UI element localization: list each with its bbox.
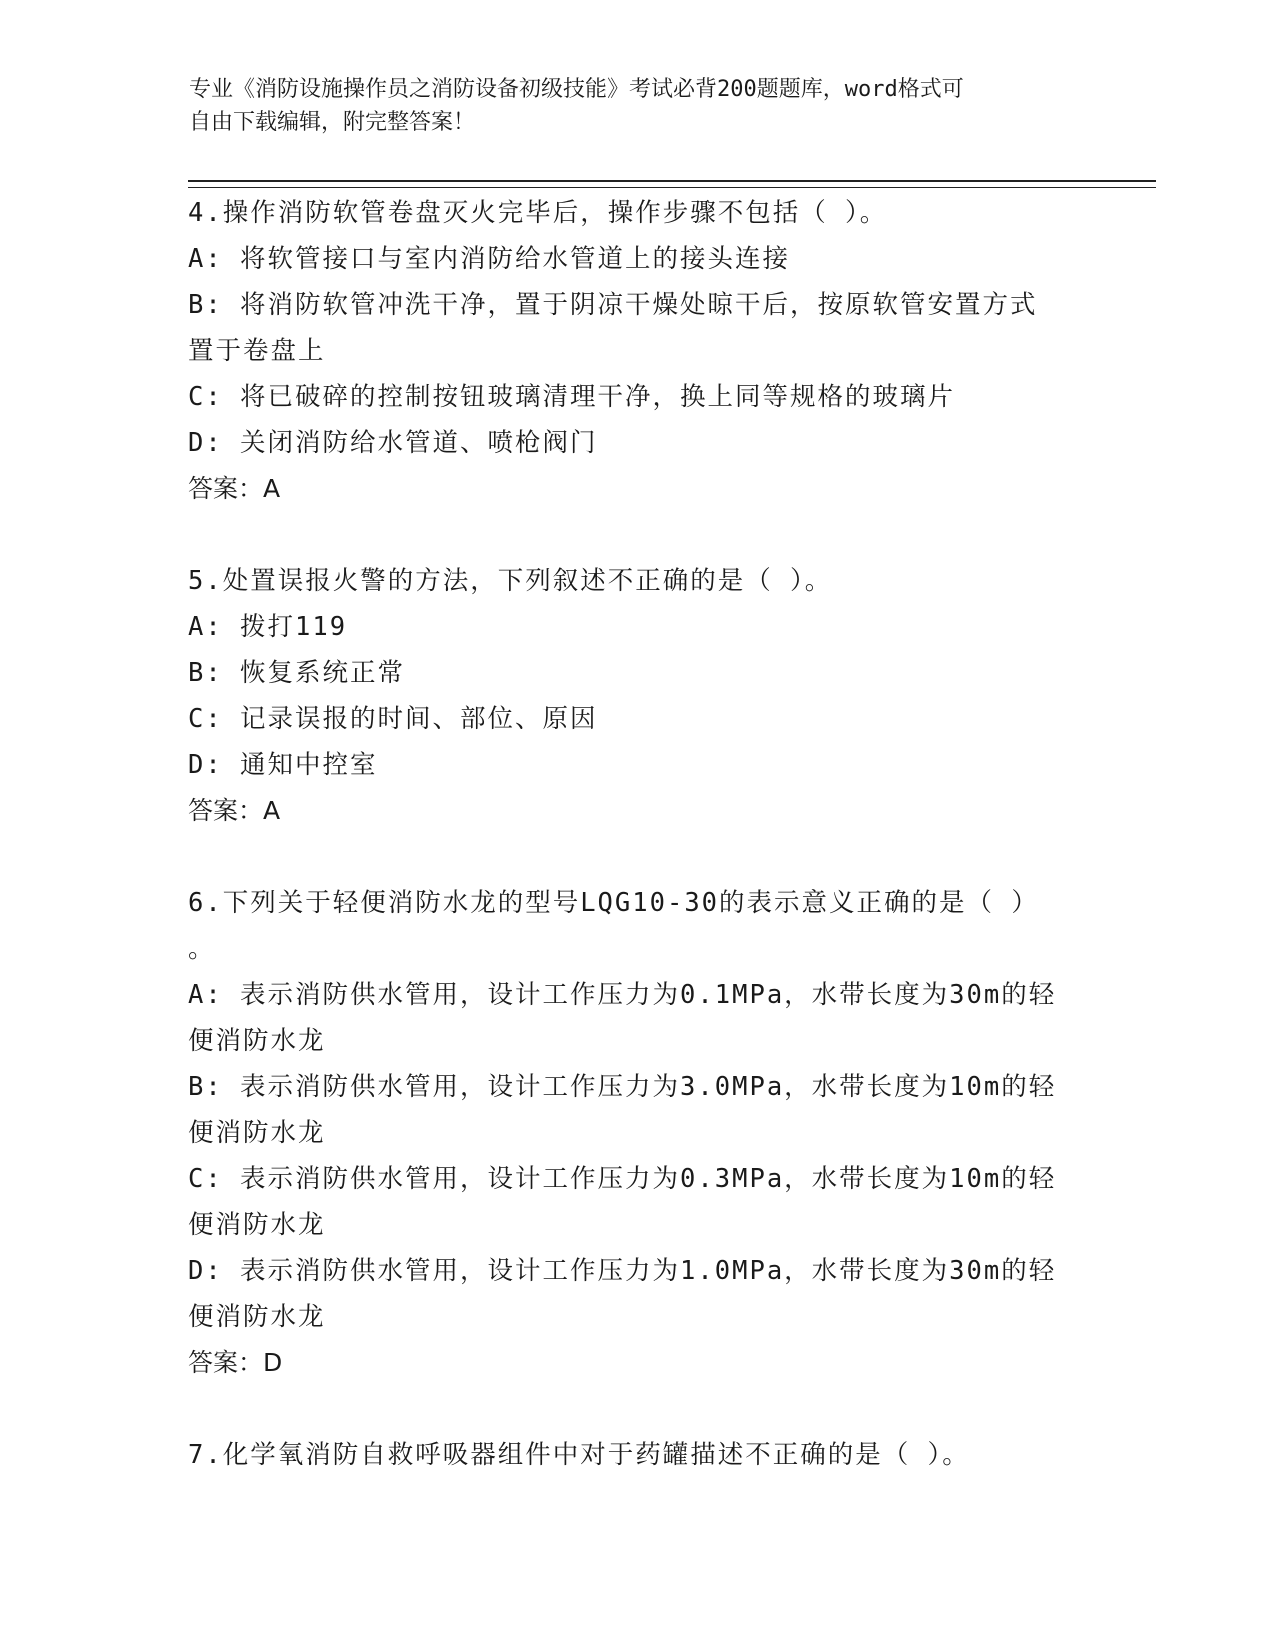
option-b-continued: 便消防水龙 (188, 1118, 326, 1148)
question-7 (188, 1432, 1088, 1478)
option-c-continued: 便消防水龙 (188, 1210, 326, 1240)
option-a-continued: 便消防水龙 (188, 1026, 326, 1056)
option-a: A: 拨打119 (188, 612, 348, 642)
option-a: A: 表示消防供水管用，设计工作压力为0.1MPa，水带长度为30m的轻 (188, 980, 1057, 1010)
spacer (188, 1386, 1088, 1432)
header-line-2: 自由下载编辑，附完整答案！ (189, 110, 476, 135)
option-b-continued: 置于卷盘上 (188, 336, 326, 366)
option-d: D: 关闭消防给水管道、喷枪阀门 (188, 428, 598, 458)
header-line-1: 专业《消防设施操作员之消防设备初级技能》考试必背200题题库，word格式可 (189, 77, 964, 102)
question-stem: 6.下列关于轻便消防水龙的型号LQG10-30的表示意义正确的是（ ） (188, 888, 1039, 918)
question-list (188, 190, 1088, 1478)
option-b: B: 将消防软管冲洗干净，置于阴凉干燥处晾干后，按原软管安置方式 (188, 290, 1038, 320)
option-c: C: 将已破碎的控制按钮玻璃清理干净，换上同等规格的玻璃片 (188, 382, 956, 412)
spacer (188, 834, 1088, 880)
answer-label: 答案：A (188, 796, 281, 825)
option-d: D: 表示消防供水管用，设计工作压力为1.0MPa，水带长度为30m的轻 (188, 1256, 1057, 1286)
option-b: B: 表示消防供水管用，设计工作压力为3.0MPa，水带长度为10m的轻 (188, 1072, 1057, 1102)
question-6 (188, 880, 1088, 1386)
question-stem: 4.操作消防软管卷盘灭火完毕后，操作步骤不包括（ ）。 (188, 198, 888, 228)
question-stem: 7.化学氧消防自救呼吸器组件中对于药罐描述不正确的是（ ）。 (188, 1440, 970, 1470)
option-b: B: 恢复系统正常 (188, 658, 406, 688)
option-d-continued: 便消防水龙 (188, 1302, 326, 1332)
option-a: A: 将软管接口与室内消防给水管道上的接头连接 (188, 244, 791, 274)
question-5 (188, 558, 1088, 834)
spacer (188, 512, 1088, 558)
header-divider-thin (188, 187, 1156, 188)
question-stem-continued: 。 (188, 934, 216, 964)
question-stem: 5.处置误报火警的方法，下列叙述不正确的是（ ）。 (188, 566, 833, 596)
option-c: C: 表示消防供水管用，设计工作压力为0.3MPa，水带长度为10m的轻 (188, 1164, 1057, 1194)
question-4 (188, 190, 1088, 512)
option-c: C: 记录误报的时间、部位、原因 (188, 704, 598, 734)
option-d: D: 通知中控室 (188, 750, 378, 780)
document-header (189, 73, 1069, 139)
header-divider-thick (188, 180, 1156, 182)
answer-label: 答案：D (188, 1348, 283, 1377)
answer-label: 答案：A (188, 474, 281, 503)
